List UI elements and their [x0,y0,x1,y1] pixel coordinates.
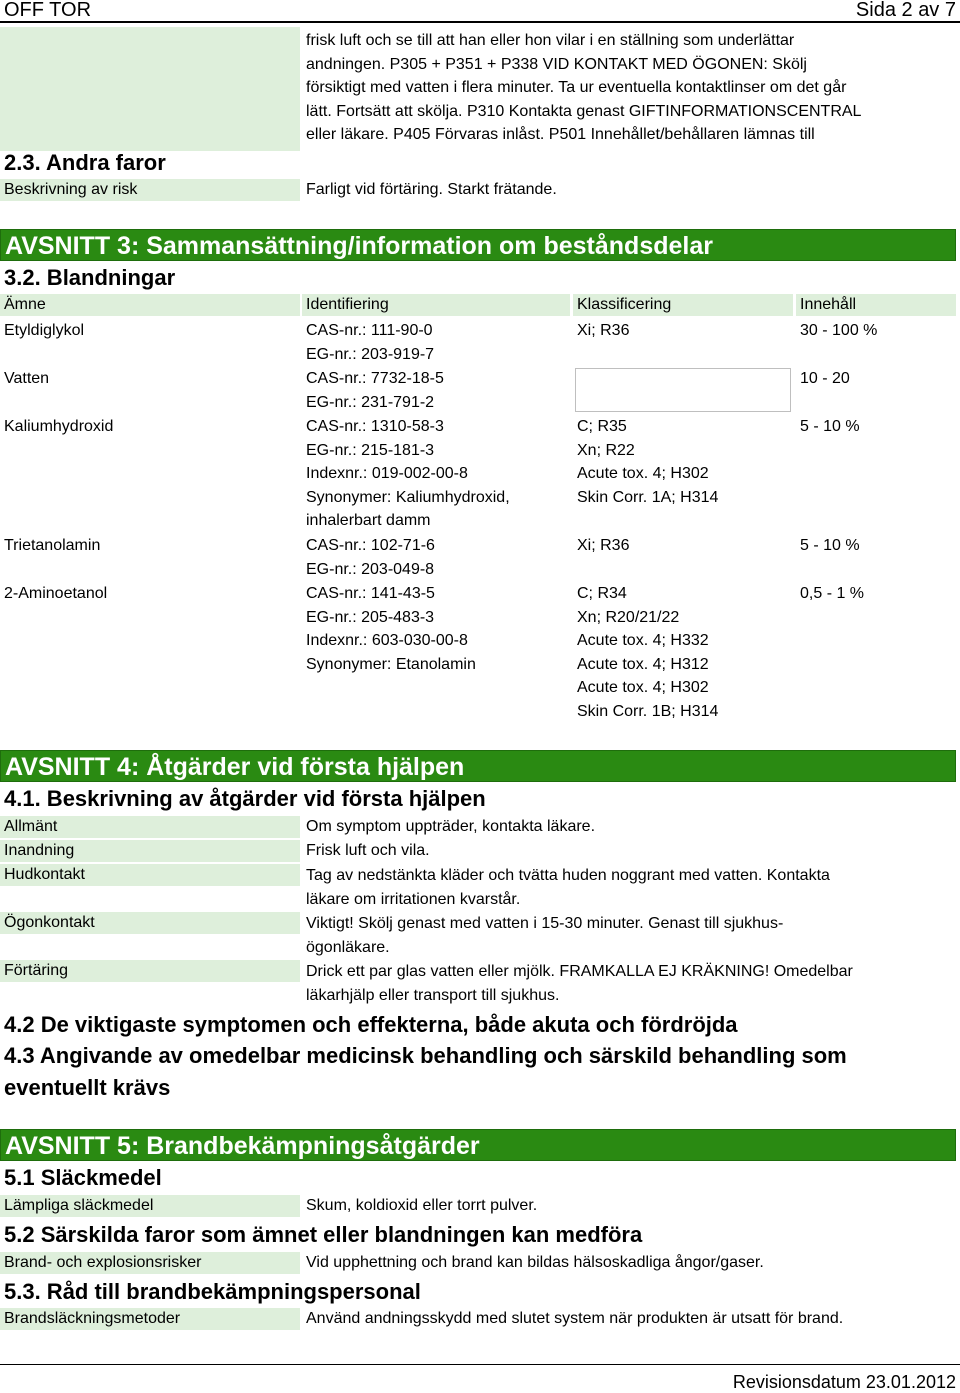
precaution-line: lätt. Fortsätt att skölja. P310 Kontakta genast GIFTINFORMATIONSCENTRAL [306,102,862,120]
substance-name: 2-Aminoetanol [4,585,108,602]
firstaid-label-eye: Ögonkontakt [0,912,300,934]
subsection-title: 4.3 Angivande av omedelbar medicinsk behandling och särskild behandling som [4,1043,847,1068]
subsection-title: 5.1 Släckmedel [4,1165,162,1190]
substance-classification: C; R35 Xn; R22 Acute tox. 4; H302 Skin Corr. 1A; H314 [577,418,719,506]
firstaid-label-inhalation: Inandning [0,840,300,862]
firstaid-label-ingestion: Förtäring [0,960,300,982]
continued-label-cell [0,27,300,151]
section-header: AVSNITT 4: Åtgärder vid första hjälpen [0,750,956,782]
footer-rule [0,1364,960,1365]
header-rule [0,21,960,23]
firstaid-label-general: Allmänt [0,816,300,838]
firstaid-text-ingestion: Drick ett par glas vatten eller mjölk. FRAMKALLA EJ KRÄKNING! Omedelbar läkarhjälp eller transport till sjukhus. [306,963,853,1004]
firefighting-label: Brandsläckningsmetoder [0,1308,300,1330]
substance-name: Kaliumhydroxid [4,418,114,435]
column-header-classification: Klassificering [573,294,793,316]
page-number: Sida 2 av 7 [855,0,956,21]
firstaid-text-inhalation: Frisk luft och vila. [306,842,430,859]
revision-date: Revisionsdatum 23.01.2012 [732,1372,956,1392]
section-header: AVSNITT 5: Brandbekämpningsåtgärder [0,1129,956,1161]
subsection-title: 2.3. Andra faror [4,150,166,175]
precaution-line: frisk luft och se till att han eller hon vilar i en ställning som underlättar [306,32,795,49]
extinguish-label: Lämpliga släckmedel [0,1195,300,1217]
firstaid-label-skin: Hudkontakt [0,864,300,886]
substance-classification: Xi; R36 [577,322,630,339]
firstaid-text-general: Om symptom uppträder, kontakta läkare. [306,818,596,835]
firstaid-text-eye: Viktigt! Skölj genast med vatten i 15-30 minuter. Genast till sjukhus- ögonläkare. [306,915,784,956]
fire-risk-text: Vid upphettning och brand kan bildas hälsoskadliga ångor/gaser. [306,1254,764,1271]
substance-content: 5 - 10 % [800,537,860,554]
firefighting-text: Använd andningsskydd med slutet system när produkten är utsatt för brand. [306,1310,844,1327]
substance-content: 10 - 20 [800,370,850,387]
fire-risk-label: Brand- och explosionsrisker [0,1252,300,1274]
subsection-title: 4.1. Beskrivning av åtgärder vid första hjälpen [4,786,486,811]
risk-label: Beskrivning av risk [0,179,300,201]
substance-ids: CAS-nr.: 1310-58-3 EG-nr.: 215-181-3 Indexnr.: 019-002-00-8 Synonymer: Kaliumhydroxid, inhalerbart damm [306,418,510,529]
precaution-text [306,29,861,147]
subsection-title: 3.2. Blandningar [4,265,176,290]
firstaid-text-skin: Tag av nedstänkta kläder och tvätta huden noggrant med vatten. Kontakta läkare om irritationen kvarstår. [306,867,830,908]
substance-ids: CAS-nr.: 141-43-5 EG-nr.: 205-483-3 Indexnr.: 603-030-00-8 Synonymer: Etanolamin [306,585,476,673]
substance-ids: CAS-nr.: 111-90-0 EG-nr.: 203-919-7 [306,322,435,363]
precaution-line: andningen. P305 + P351 + P338 VID KONTAKT MED ÖGONEN: Skölj [306,55,807,73]
substance-name: Vatten [4,370,50,387]
precaution-line: försiktigt med vatten i flera minuter. Ta ur eventuella kontaktlinser om det går [306,79,847,96]
subsection-title: 4.2 De viktigaste symptomen och effekterna, både akuta och fördröjda [4,1012,738,1037]
column-header-content: Innehåll [796,294,956,316]
subsection-title-cont: eventuellt krävs [4,1075,171,1100]
precaution-line: eller läkare. P405 Förvaras inlåst. P501 Innehållet/behållaren lämnas till [306,126,815,143]
substance-classification: Xi; R36 [577,537,630,554]
substance-name: Trietanolamin [4,537,101,554]
company-name: OFF TOR [4,0,92,21]
substance-content: 0,5 - 1 % [800,585,865,602]
substance-content: 30 - 100 % [800,322,878,339]
section-header: AVSNITT 3: Sammansättning/information om beståndsdelar [0,229,956,261]
subsection-title: 5.3. Råd till brandbekämpningspersonal [4,1279,421,1304]
column-header-substance: Ämne [0,294,300,316]
substance-classification: C; R34 Xn; R20/21/22 Acute tox. 4; H332 Acute tox. 4; H312 Acute tox. 4; H302 Skin Corr. 1B; H314 [577,585,719,720]
subsection-title: 5.2 Särskilda faror som ämnet eller blandningen kan medföra [4,1222,643,1247]
column-header-identification: Identifiering [302,294,570,316]
substance-ids: CAS-nr.: 7732-18-5 EG-nr.: 231-791-2 [306,370,444,411]
substance-content: 5 - 10 % [800,418,860,435]
risk-text: Farligt vid förtäring. Starkt frätande. [306,181,557,198]
substance-name: Etyldiglykol [4,322,85,339]
extinguish-text: Skum, koldioxid eller torrt pulver. [306,1197,538,1214]
empty-classification-box [575,368,791,412]
substance-ids: CAS-nr.: 102-71-6 EG-nr.: 203-049-8 [306,537,435,578]
